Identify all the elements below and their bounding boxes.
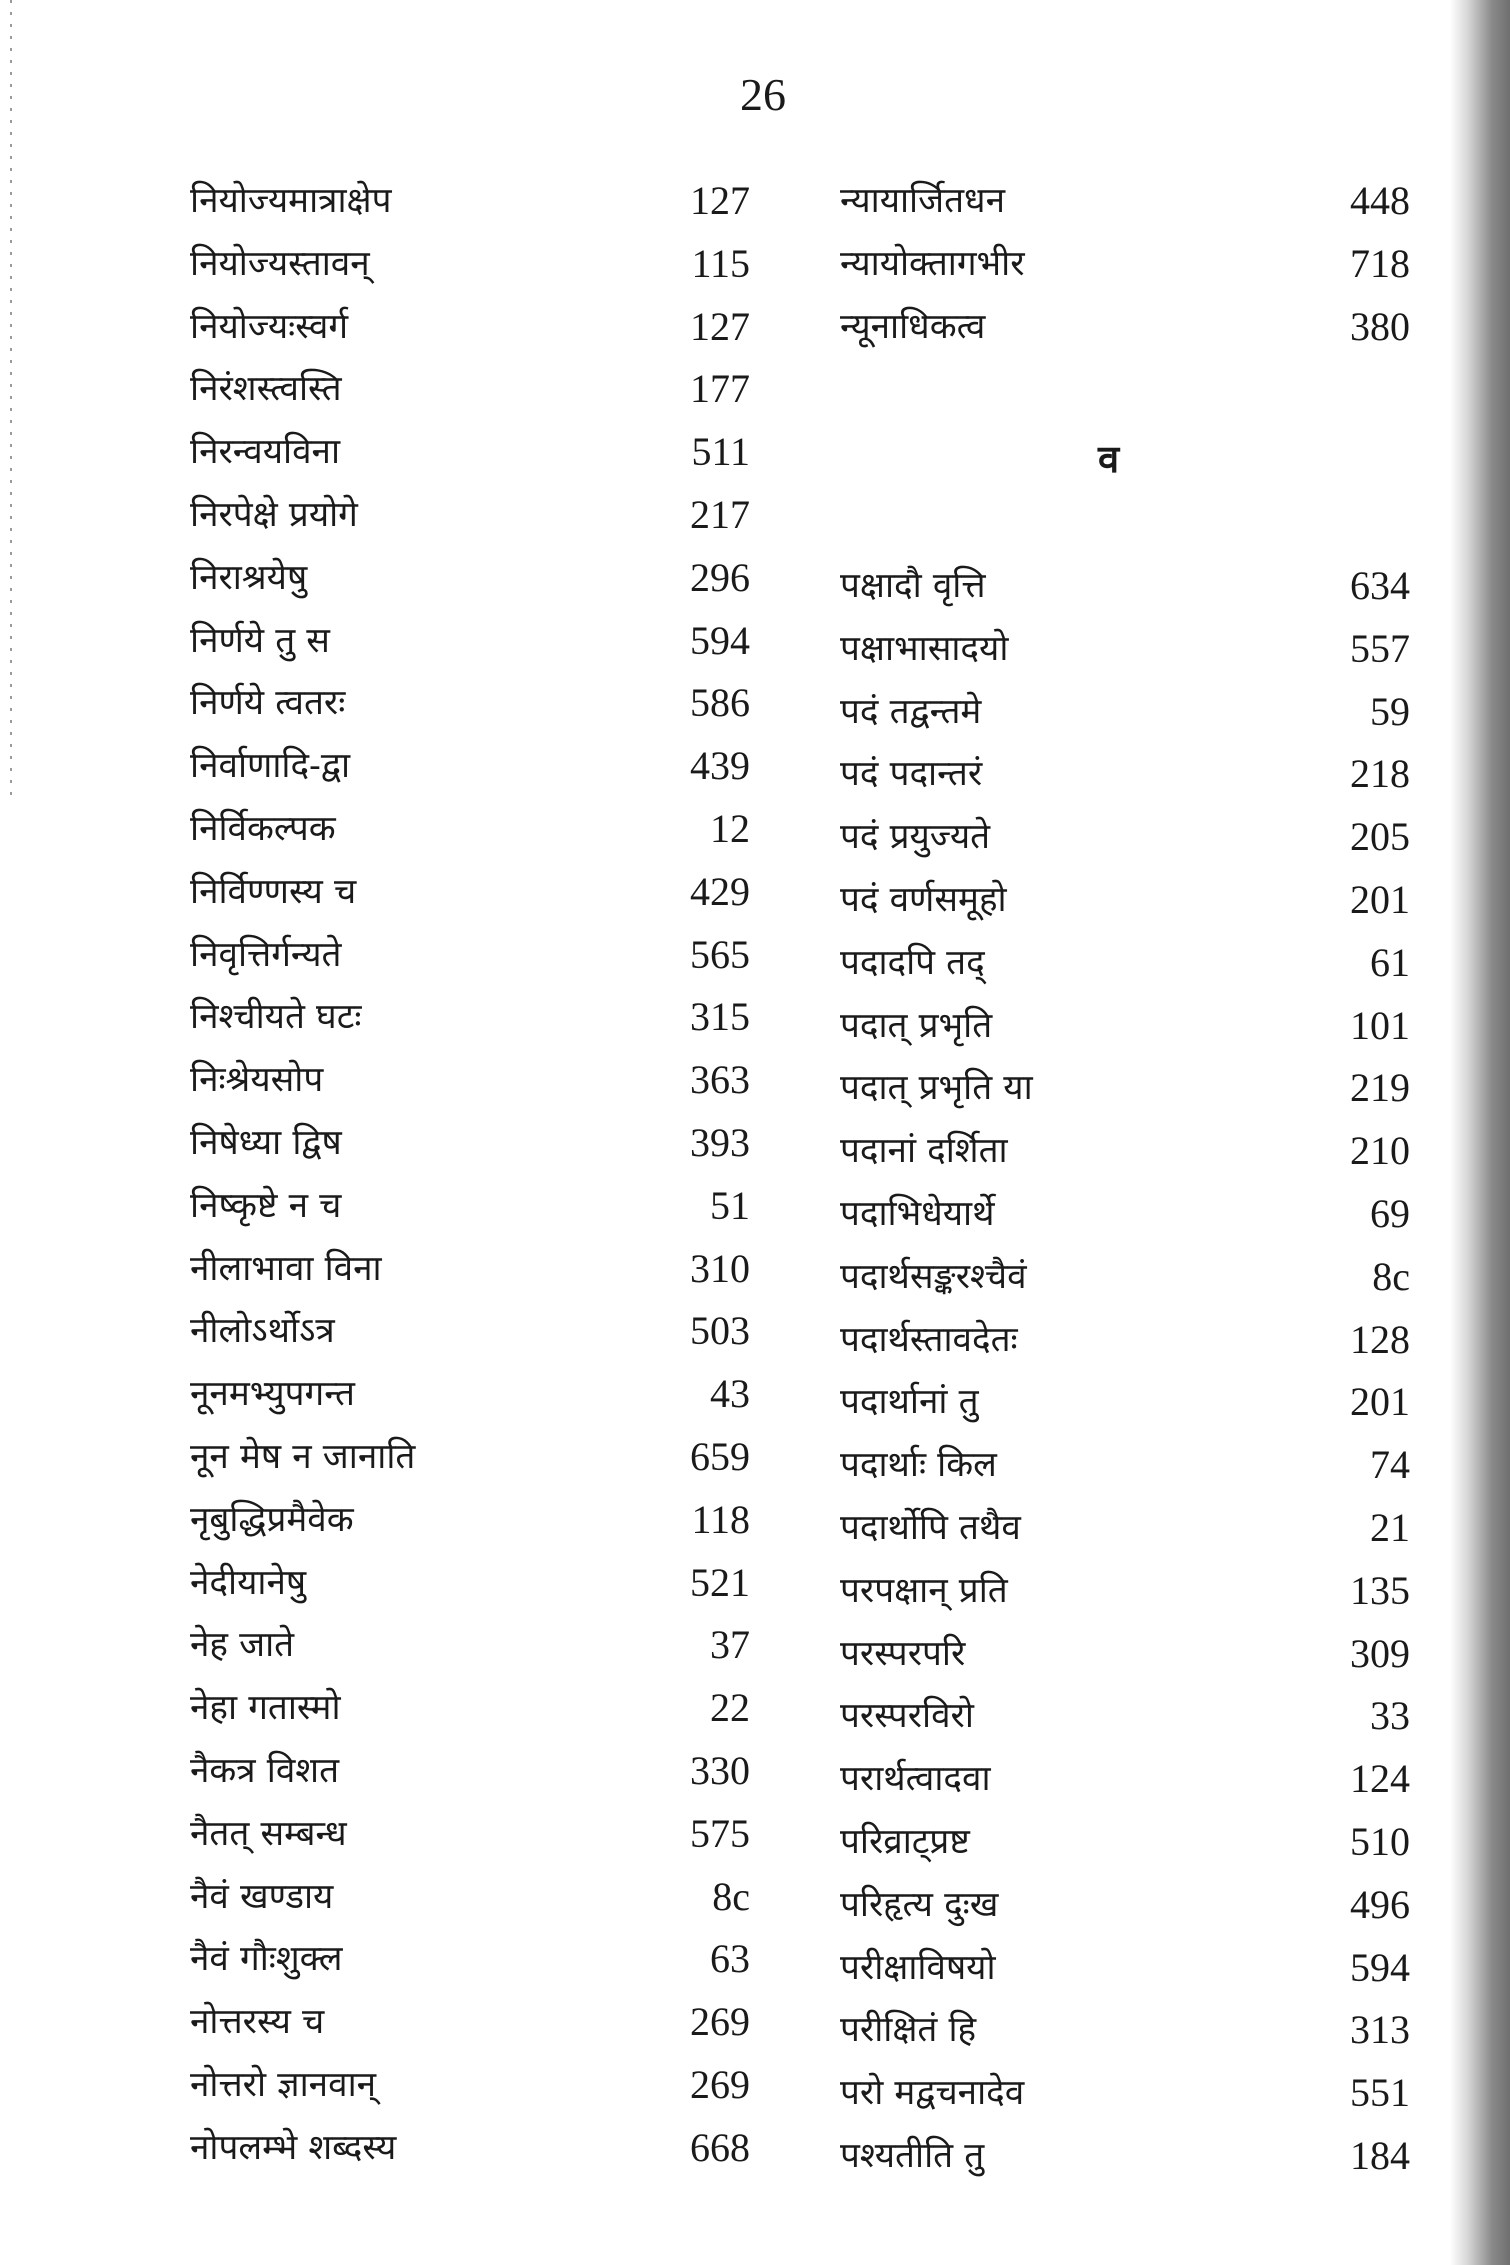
entry-term: पदार्थोपि तथैव (840, 1507, 1021, 1548)
index-entry (840, 869, 1410, 932)
index-entry (190, 233, 750, 296)
index-entry (190, 1614, 750, 1677)
entry-page-number: 205 (1350, 814, 1410, 860)
index-entry (840, 743, 1410, 806)
entry-page-number: 594 (690, 617, 750, 663)
entry-term: निर्वाणादि-द्वा (190, 746, 351, 787)
entry-term: पक्षादौ वृत्ति (840, 566, 986, 606)
entry-page-number: 503 (690, 1308, 750, 1354)
index-column-left (190, 170, 750, 2180)
index-entry (840, 995, 1410, 1058)
entry-page-number: 118 (691, 1496, 750, 1542)
index-entry (190, 1928, 750, 1991)
index-entry (190, 1300, 750, 1363)
index-entry (840, 1937, 1410, 2000)
entry-term: नोत्तरस्य च (190, 2002, 325, 2043)
entry-term: नेहा गतास्मो (190, 1688, 341, 1729)
entry-term: परस्परपरि (840, 1633, 966, 1674)
entry-page-number: 61 (1370, 939, 1410, 985)
entry-term: निर्विण्णस्य च (190, 871, 357, 912)
index-entry (190, 1991, 750, 2054)
entry-term: नियोज्यःस्वर्ग (190, 306, 349, 347)
index-entry (190, 1677, 750, 1740)
index-entry (190, 296, 750, 359)
entry-term: पदं पदान्तरं (840, 754, 983, 795)
index-entry (840, 1560, 1410, 1623)
entry-page-number: 330 (690, 1747, 750, 1793)
index-entry (840, 1811, 1410, 1874)
entry-term: न्यायार्जितधन (840, 181, 1005, 221)
index-entry (190, 358, 750, 421)
entry-term: पश्यतीति तु (840, 2135, 985, 2176)
entry-term: निःश्रेयसोप (190, 1060, 324, 1101)
index-entry (190, 547, 750, 610)
entry-page-number: 8c (1372, 1253, 1410, 1299)
entry-term: नीलोऽर्थोऽत्र (190, 1311, 335, 1352)
index-entry (840, 1057, 1410, 1120)
entry-page-number: 511 (691, 429, 750, 475)
entry-page-number: 586 (690, 680, 750, 726)
index-entry (840, 233, 1410, 296)
index-entry (190, 1426, 750, 1489)
entry-term: पदार्थानां तु (840, 1382, 979, 1423)
entry-page-number: 510 (1350, 1818, 1410, 1864)
entry-term: नेह जाते (190, 1625, 295, 1666)
entry-term: पदादपि तद् (840, 942, 985, 983)
entry-page-number: 101 (1350, 1002, 1410, 1048)
index-entry (190, 170, 750, 233)
index-entry (840, 1371, 1410, 1434)
index-entry (190, 2054, 750, 2117)
index-entry (840, 1999, 1410, 2062)
entry-page-number: 269 (690, 2061, 750, 2107)
index-entry (190, 1363, 750, 1426)
entry-term: पदानां दर्शिता (840, 1131, 1008, 1172)
entry-term: निर्णये त्वतरः (190, 683, 346, 724)
entry-page-number: 218 (1350, 751, 1410, 797)
index-entry (840, 2125, 1410, 2188)
entry-term: पक्षाभासादयो (840, 628, 1009, 669)
index-entry (190, 610, 750, 673)
entry-term: निष्कृष्टे न च (190, 1185, 342, 1226)
page-number: 26 (740, 69, 786, 120)
index-entry (840, 555, 1410, 618)
index-column-right-bottom (840, 555, 1410, 2188)
entry-page-number: 33 (1370, 1693, 1410, 1739)
index-entry (190, 798, 750, 861)
index-entry (190, 924, 750, 987)
entry-page-number: 659 (690, 1433, 750, 1479)
index-entry (190, 1049, 750, 1112)
index-entry (190, 861, 750, 924)
index-entry (840, 1309, 1410, 1372)
entry-term: परस्परविरो (840, 1696, 974, 1737)
entry-term: पदात् प्रभृति (840, 1005, 993, 1046)
entry-page-number: 74 (1370, 1442, 1410, 1488)
entry-page-number: 22 (710, 1685, 750, 1731)
entry-page-number: 565 (690, 931, 750, 977)
entry-term: परिव्राट्प्रष्ट (840, 1821, 970, 1862)
index-entry (190, 1866, 750, 1929)
entry-page-number: 124 (1350, 1756, 1410, 1802)
entry-page-number: 37 (710, 1622, 750, 1668)
entry-term: न्यायोक्तागभीर (840, 243, 1025, 284)
entry-term: नोपलम्भे शब्दस्य (190, 2127, 397, 2168)
index-entry (190, 2117, 750, 2180)
entry-term: नून मेष न जानाति (190, 1436, 416, 1477)
index-entry (840, 2062, 1410, 2125)
entry-page-number: 128 (1350, 1316, 1410, 1362)
entry-term: निर्णये तु स (190, 620, 330, 661)
entry-term: पदं वर्णसमूहो (840, 879, 1007, 920)
entry-term: पदात् प्रभृति या (840, 1068, 1033, 1109)
index-entry (840, 1497, 1410, 1560)
entry-term: निरन्वयविना (190, 432, 341, 473)
entry-term: पदाभिधेयार्थे (840, 1193, 995, 1234)
entry-term: निराश्रयेषु (190, 557, 308, 598)
entry-page-number: 634 (1350, 563, 1410, 608)
entry-term: नियोज्यमात्राक्षेप (190, 181, 392, 221)
entry-page-number: 429 (690, 868, 750, 914)
index-entry (190, 986, 750, 1049)
index-entry (840, 1120, 1410, 1183)
entry-term: नृबुद्धिप्रमैवेक (190, 1499, 354, 1540)
entry-page-number: 59 (1370, 688, 1410, 734)
index-column-right-top (840, 170, 1410, 358)
entry-term: परार्थत्वादवा (840, 1759, 991, 1800)
entry-page-number: 219 (1350, 1065, 1410, 1111)
entry-page-number: 296 (690, 554, 750, 600)
index-entry (190, 672, 750, 735)
page-edge-shadow (1450, 0, 1510, 2265)
entry-term: निवृत्तिर्गन्यते (190, 934, 342, 975)
index-entry (840, 1685, 1410, 1748)
entry-term: नियोज्यस्तावन् (190, 243, 370, 284)
entry-page-number: 309 (1350, 1630, 1410, 1676)
index-entry (190, 1112, 750, 1175)
entry-term: पदार्थस्तावदेतः (840, 1319, 1018, 1360)
index-entry (840, 170, 1410, 233)
entry-page-number: 310 (690, 1245, 750, 1291)
entry-page-number: 668 (690, 2124, 750, 2170)
index-entry (840, 1246, 1410, 1309)
index-entry (190, 421, 750, 484)
entry-term: परीक्षाविषयो (840, 1947, 996, 1988)
index-entry (840, 618, 1410, 681)
index-entry (190, 484, 750, 547)
entry-term: निश्चीयते घटः (190, 997, 362, 1038)
index-entry (190, 1552, 750, 1615)
entry-page-number: 393 (690, 1119, 750, 1165)
entry-page-number: 313 (1350, 2007, 1410, 2053)
entry-page-number: 115 (691, 240, 750, 286)
entry-page-number: 315 (690, 994, 750, 1040)
entry-term: परपक्षान् प्रति (840, 1570, 1008, 1611)
entry-term: पदार्थसङ्करश्चैवं (840, 1256, 1027, 1297)
entry-term: निषेध्या द्विष (190, 1122, 342, 1163)
index-entry (840, 932, 1410, 995)
index-entry (190, 1740, 750, 1803)
entry-term: नोत्तरो ज्ञानवान् (190, 2064, 377, 2105)
index-entry (190, 1489, 750, 1552)
entry-page-number: 177 (690, 366, 750, 412)
entry-page-number: 594 (1350, 1944, 1410, 1990)
entry-term: परिहृत्य दुःख (840, 1884, 999, 1925)
entry-term: पदं तद्वन्तमे (840, 691, 982, 732)
index-entry (190, 1175, 750, 1238)
entry-page-number: 217 (690, 491, 750, 537)
entry-page-number: 551 (1350, 2070, 1410, 2116)
entry-page-number: 51 (710, 1182, 750, 1228)
entry-term: पदार्थाः किल (840, 1445, 997, 1486)
entry-page-number: 269 (690, 1999, 750, 2045)
entry-page-number: 43 (710, 1371, 750, 1417)
entry-page-number: 135 (1350, 1567, 1410, 1613)
index-entry (840, 681, 1410, 744)
index-entry (840, 1434, 1410, 1497)
index-entry (840, 1874, 1410, 1937)
index-entry (840, 1623, 1410, 1686)
entry-page-number: 201 (1350, 876, 1410, 922)
entry-term: नैवं खण्डाय (190, 1876, 334, 1917)
entry-page-number: 12 (710, 805, 750, 851)
entry-term: परीक्षितं हि (840, 2010, 977, 2051)
entry-page-number: 8c (712, 1873, 750, 1919)
index-entry (840, 296, 1410, 359)
entry-page-number: 521 (690, 1559, 750, 1605)
entry-page-number: 210 (1350, 1128, 1410, 1174)
index-entry (840, 1748, 1410, 1811)
entry-page-number: 69 (1370, 1190, 1410, 1236)
entry-term: नैकत्र विशत (190, 1750, 340, 1791)
index-entry (190, 1803, 750, 1866)
entry-page-number: 448 (1350, 178, 1410, 223)
entry-page-number: 718 (1350, 240, 1410, 286)
entry-term: नूनमभ्युपगन्त (190, 1374, 355, 1415)
index-entry (840, 1183, 1410, 1246)
entry-term: नैतत् सम्बन्ध (190, 1813, 347, 1854)
entry-page-number: 380 (1350, 303, 1410, 349)
entry-page-number: 184 (1350, 2132, 1410, 2178)
section-heading: व (1098, 436, 1120, 481)
index-entry (840, 806, 1410, 869)
index-entry (190, 735, 750, 798)
entry-page-number: 496 (1350, 1881, 1410, 1927)
entry-term: परो मद्वचनादेव (840, 2073, 1025, 2114)
entry-page-number: 575 (690, 1810, 750, 1856)
entry-term: नेदीयानेषु (190, 1562, 307, 1603)
entry-page-number: 127 (690, 303, 750, 349)
scan-artifact (10, 0, 12, 800)
entry-page-number: 127 (690, 178, 750, 223)
entry-term: निरपेक्षे प्रयोगे (190, 494, 358, 535)
entry-term: निरंशस्त्वस्ति (190, 369, 342, 410)
entry-page-number: 201 (1350, 1379, 1410, 1425)
index-entry (190, 1238, 750, 1301)
entry-page-number: 21 (1370, 1504, 1410, 1550)
entry-page-number: 363 (690, 1057, 750, 1103)
entry-term: नीलाभावा विना (190, 1248, 382, 1289)
entry-term: न्यूनाधिकत्व (840, 306, 986, 347)
entry-page-number: 557 (1350, 625, 1410, 671)
entry-term: पदं प्रयुज्यते (840, 817, 991, 858)
entry-page-number: 439 (690, 743, 750, 789)
entry-term: निर्विकल्पक (190, 808, 336, 849)
entry-term: नैवं गौःशुक्ल (190, 1939, 343, 1980)
entry-page-number: 63 (710, 1936, 750, 1982)
